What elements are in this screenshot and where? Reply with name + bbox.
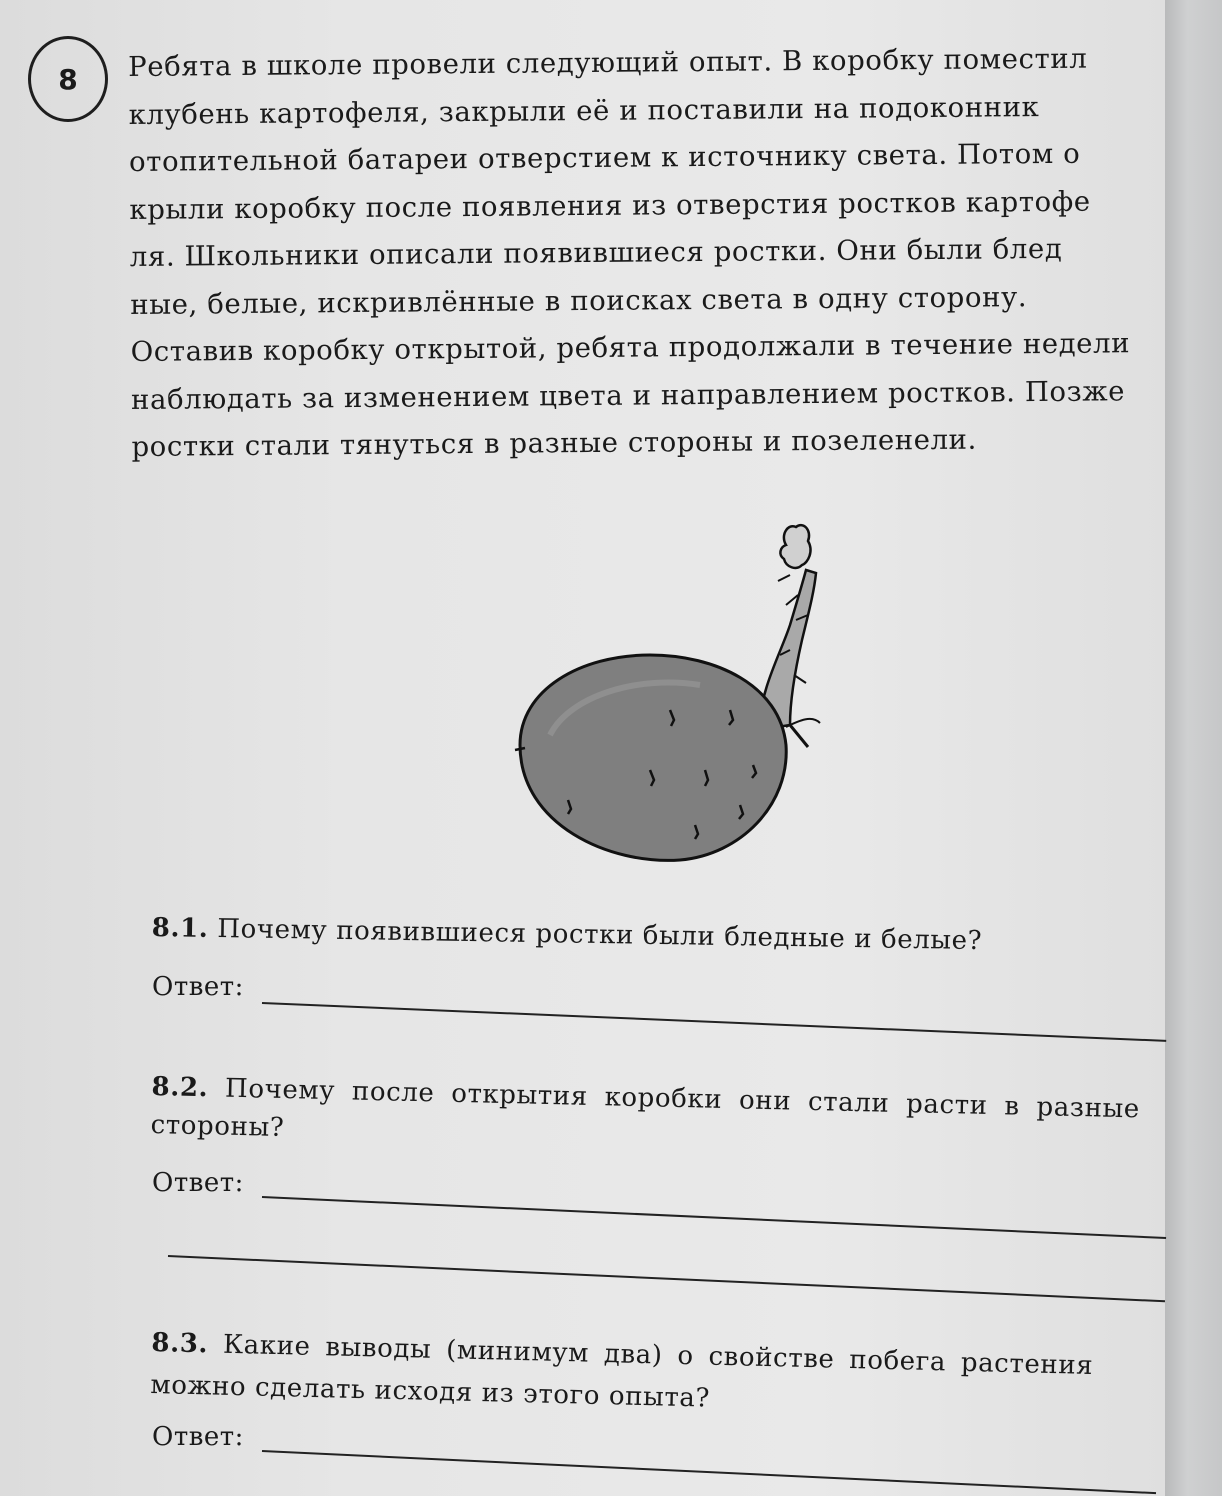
intro-line: ля. Школьники описали появившиеся ростки. Они были блед [129, 232, 1063, 273]
task-intro-text [128, 35, 1167, 472]
task-number: 8 [58, 62, 78, 96]
intro-line: Ребята в школе провели следующий опыт. В коробку поместил [128, 42, 1088, 83]
sprout-tip [780, 525, 810, 568]
intro-line: ростки стали тянуться в разные стороны и позеленели. [131, 423, 978, 463]
question-text: Какие выводы (минимум два) о свойстве побега растения [222, 1329, 1094, 1382]
intro-line: крыли коробку после появления из отверстия ростков картофе [129, 185, 1091, 226]
question-number: 8.3. [151, 1327, 209, 1360]
page-edge [1165, 0, 1222, 1496]
answer-label: Ответ: [152, 972, 244, 1002]
answer-label: Ответ: [152, 1422, 244, 1452]
question-number: 8.2. [151, 1071, 209, 1104]
intro-line: клубень картофеля, закрыли её и поставили на подоконник [128, 90, 1040, 131]
root [790, 725, 808, 747]
intro-line: Оставив коробку открытой, ребята продолжали в течение недели [130, 327, 1131, 368]
answer-label: Ответ: [152, 1168, 244, 1198]
task-number-badge [28, 36, 108, 122]
question-number: 8.1. [151, 913, 209, 944]
question-text: стороны? [150, 1109, 285, 1144]
potato-sprout-illustration [490, 515, 830, 865]
intro-line: ные, белые, искривлённые в поисках света в одну сторону. [130, 280, 1028, 321]
intro-line: наблюдать за изменением цвета и направлением ростков. Позже [130, 374, 1126, 416]
question-text: можно сделать исходя из этого опыта? [150, 1369, 711, 1414]
question-text: Почему после открытия коробки они стали расти в разные [224, 1073, 1141, 1125]
intro-line: отопительной батареи отверстием к источнику света. Потом о [128, 137, 1081, 178]
question-text: Почему появившиеся ростки были бледные и белые? [217, 914, 983, 957]
